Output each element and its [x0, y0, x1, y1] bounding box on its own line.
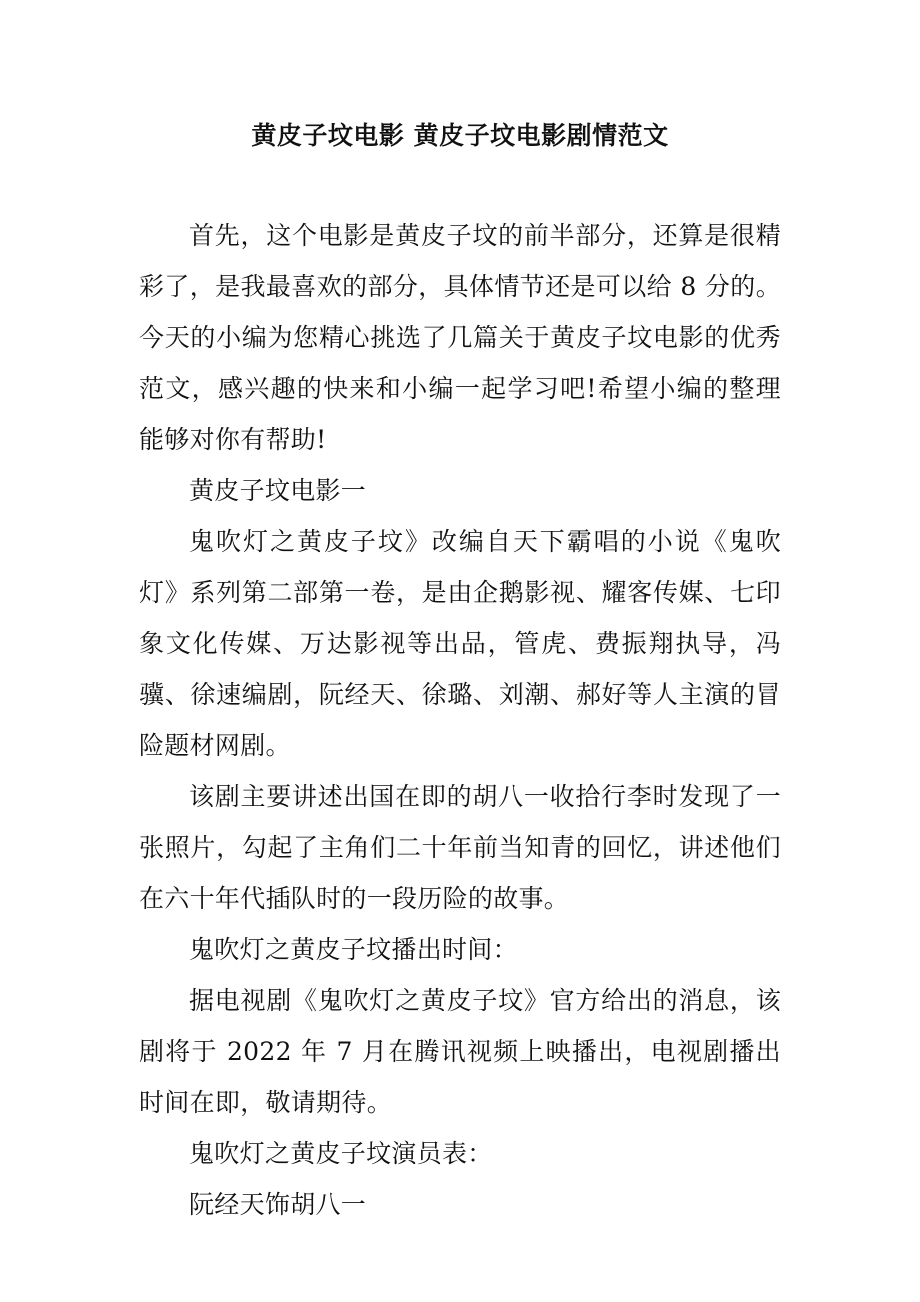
cast-entry: 阮经天饰胡八一: [189, 1190, 367, 1219]
document-title: 黄皮子坟电影 黄皮子坟电影剧情范文: [251, 121, 669, 150]
document-body: [139, 210, 781, 1230]
paragraph-plot: 该剧主要讲述出国在即的胡八一收拾行李时发现了一张照片，勾起了主角们二十年前当知青的回忆，讲述他们在六十年代插队时的一段历险的故事。: [139, 782, 781, 913]
paragraph-adaptation: 鬼吹灯之黄皮子坟》改编自天下霸唱的小说《鬼吹灯》系列第二部第一卷，是由企鹅影视、耀客传媒、七印象文化传媒、万达影视等出品，管虎、费振翔执导，冯骥、徐速编剧，阮经天、徐璐、刘潮、郝好等人主演的冒险题材网剧。: [139, 527, 781, 760]
heading-air-time: 鬼吹灯之黄皮子坟播出时间：: [189, 935, 518, 964]
section-heading-movie-one: 黄皮子坟电影一: [189, 476, 367, 505]
paragraph-air-time: 据电视剧《鬼吹灯之黄皮子坟》官方给出的消息，该剧将于 2022 年 7 月在腾讯视频上映播出，电视剧播出时间在即，敬请期待。: [139, 986, 781, 1117]
paragraph-intro: 首先，这个电影是黄皮子坟的前半部分，还算是很精彩了，是我最喜欢的部分，具体情节还是可以给 8 分的。今天的小编为您精心挑选了几篇关于黄皮子坟电影的优秀范文，感兴趣的快来和小编一起学习吧!希望小编的整理能够对你有帮助!: [139, 221, 781, 454]
heading-cast-list: 鬼吹灯之黄皮子坟演员表：: [189, 1139, 493, 1168]
